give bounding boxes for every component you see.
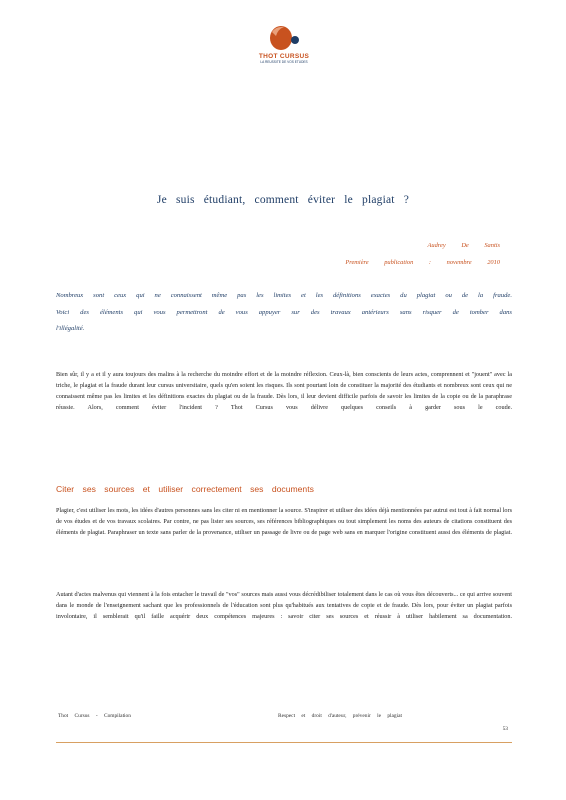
logo-name: THOT CURSUS bbox=[258, 53, 310, 60]
intro-paragraph bbox=[56, 288, 512, 338]
logo-tagline: LA REUSSITE DE VOS ETUDES bbox=[260, 60, 308, 64]
body-text-2: Plagier, c'est utiliser les mots, les idées d'autres personnes sans les citer ni en mentionner la source. S'inspirer et utiliser des idées déjà mentionnées par autrui est tout à fait normal lors de vos études et de vos travaux scolaires. Par contre, ne pas lister ses sources, ses références bibliographiques ou tout simplement les noms des auteurs de citations constituent des éléments de plagiat. Paraphraser un texte sans parler de la provenance, utiliser un passage de livre ou de page web sans en marquer l'origine constituent aussi des éléments de plagiat. bbox=[56, 507, 512, 536]
body-text-3: Autant d'actes malvenus qui viennent à la fois entacher le travail de "vos" sources mais aussi vous décrédibiliser totalement dans le cas où vous êtes découverts... ce qui arrive souvent dans le monde de l'enseignement sachant que les professionnels de l'éducation sont plus qu'habitués aux tentatives de copie et de fraude. Dès lors, pour éviter un plagiat parfois involontaire, il semblerait qu'il faille acquérir deux compétences majeures : savoir citer ses sources et réussir à utiliser habilement sa documentation. bbox=[56, 591, 512, 620]
thot-cursus-logo bbox=[254, 22, 314, 78]
body-paragraph-1 bbox=[56, 369, 512, 413]
article-title: Je suis étudiant, comment éviter le plagiat ? bbox=[156, 194, 410, 206]
footer-left-text: Thot Cursus - Compilation bbox=[58, 713, 131, 719]
section-heading: Citer ses sources et utiliser correctement ses documents bbox=[56, 484, 314, 494]
footer-divider bbox=[56, 742, 512, 743]
author-block bbox=[345, 237, 500, 271]
owl-logo-icon bbox=[264, 22, 304, 52]
intro-text: Nombreux sont ceux qui ne connaissent même pas les limites et les définitions exactes du plagiat ou de la fraude. Voici des éléments qui vous permettront de vous appuyer sur des travaux antérieurs sans risquer de tomber dans l'illégalité. bbox=[56, 292, 512, 332]
author-name: Audrey De Santis bbox=[427, 242, 500, 249]
body-paragraph-2 bbox=[56, 506, 512, 539]
page-number: 53 bbox=[502, 726, 508, 732]
body-paragraph-3 bbox=[56, 590, 512, 623]
body-text-1: Bien sûr, il y a et il y aura toujours des malins à la recherche du moindre effort et de la moindre réflexion. Ceux-là, bien conscients de leurs actes, comprennent et "jouent" avec la triche, le plagiat et la fraude durant leur cursus universitaire, quels qu'en soient les risques. Ils sont pourtant loin de constituer la majorité des étudiants et nombreux sont ceux qui ne connaissent même pas les limites et les définitions exactes du plagiat ou de la fraude. Dès lors, il leur devient difficile parfois de savoir les limites de la copie ou de la paraphrase réussie. Alors, comment éviter l'incident ? Thot Cursus vous délivre quelques conseils à garder sous le coude. bbox=[56, 371, 512, 411]
publication-date: Première publication : novembre 2010 bbox=[345, 259, 500, 266]
footer-right-text: Respect et droit d'auteur, prévenir le plagiat bbox=[278, 713, 403, 719]
